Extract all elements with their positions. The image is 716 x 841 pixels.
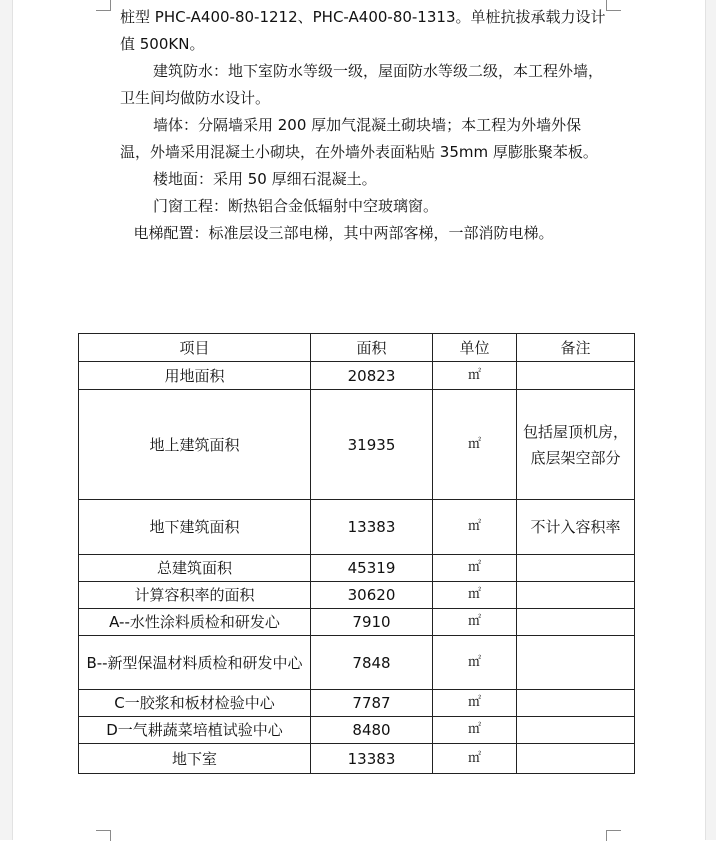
cell-unit: ㎡ <box>433 362 517 390</box>
table-row <box>79 500 635 555</box>
cell-area: 7910 <box>311 609 433 636</box>
cell-remark <box>517 609 635 636</box>
paragraph-windows: 门窗工程：断热铝合金低辐射中空玻璃窗。 <box>153 197 439 215</box>
cell-area: 13383 <box>311 744 433 774</box>
cell-item: 计算容积率的面积 <box>79 582 311 609</box>
cell-item: 地下室 <box>79 744 311 774</box>
cell-area: 30620 <box>311 582 433 609</box>
area-table <box>78 333 635 774</box>
cell-item: B--新型保温材料质检和研发中心 <box>79 636 311 690</box>
cell-unit: ㎡ <box>433 717 517 744</box>
crop-mark-top-left <box>96 0 111 11</box>
header-remark: 备注 <box>517 334 635 362</box>
table-row <box>79 717 635 744</box>
cell-item: 地上建筑面积 <box>79 390 311 500</box>
paragraph-pile: 桩型 PHC-A400-80-1212、PHC-A400-80-1313。单桩抗拔承载力设计值 500KN。 <box>120 8 606 53</box>
cell-unit: ㎡ <box>433 690 517 717</box>
table-row <box>79 390 635 500</box>
cell-item: C一胶浆和板材检验中心 <box>79 690 311 717</box>
crop-mark-bottom-right <box>606 830 621 841</box>
cell-item: D一气耕蔬菜培植试验中心 <box>79 717 311 744</box>
table-row <box>79 555 635 582</box>
table-header-row <box>79 334 635 362</box>
cell-unit: ㎡ <box>433 500 517 555</box>
table-row <box>79 636 635 690</box>
cell-unit: ㎡ <box>433 555 517 582</box>
cell-remark <box>517 636 635 690</box>
cell-item: 总建筑面积 <box>79 555 311 582</box>
cell-remark <box>517 582 635 609</box>
header-area: 面积 <box>311 334 433 362</box>
table-row <box>79 609 635 636</box>
cell-area: 7787 <box>311 690 433 717</box>
header-item: 项目 <box>79 334 311 362</box>
paragraph-waterproofing: 建筑防水：地下室防水等级一级，屋面防水等级二级，本工程外墙，卫生间均做防水设计。 <box>120 62 604 107</box>
page-margin-right <box>705 0 716 840</box>
cell-unit: ㎡ <box>433 744 517 774</box>
cell-remark <box>517 717 635 744</box>
cell-item: A--水性涂料质检和研发心 <box>79 609 311 636</box>
table-row <box>79 582 635 609</box>
body-text <box>120 4 610 247</box>
cell-remark <box>517 744 635 774</box>
cell-area: 7848 <box>311 636 433 690</box>
cell-remark <box>517 690 635 717</box>
cell-remark <box>517 362 635 390</box>
header-unit: 单位 <box>433 334 517 362</box>
page-margin-left <box>0 0 13 840</box>
paragraph-floor: 楼地面：采用 50 厚细石混凝土。 <box>153 170 377 188</box>
cell-unit: ㎡ <box>433 390 517 500</box>
cell-unit: ㎡ <box>433 636 517 690</box>
cell-remark: 包括屋顶机房，底层架空部分 <box>517 390 635 500</box>
cell-area: 31935 <box>311 390 433 500</box>
table-row <box>79 744 635 774</box>
cell-unit: ㎡ <box>433 582 517 609</box>
cell-unit: ㎡ <box>433 609 517 636</box>
cell-remark: 不计入容积率 <box>517 500 635 555</box>
cell-item: 用地面积 <box>79 362 311 390</box>
table-row <box>79 362 635 390</box>
cell-area: 45319 <box>311 555 433 582</box>
cell-area: 20823 <box>311 362 433 390</box>
table-row <box>79 690 635 717</box>
paragraph-walls: 墙体：分隔墙采用 200 厚加气混凝土砌块墙；本工程为外墙外保温，外墙采用混凝土小砌块，在外墙外表面粘贴 35mm 厚膨胀聚苯板。 <box>120 116 598 161</box>
crop-mark-bottom-left <box>96 830 111 841</box>
cell-area: 13383 <box>311 500 433 555</box>
cell-item: 地下建筑面积 <box>79 500 311 555</box>
paragraph-elevators: 电梯配置：标准层设三部电梯，其中两部客梯，一部消防电梯。 <box>133 224 554 242</box>
cell-remark <box>517 555 635 582</box>
cell-area: 8480 <box>311 717 433 744</box>
